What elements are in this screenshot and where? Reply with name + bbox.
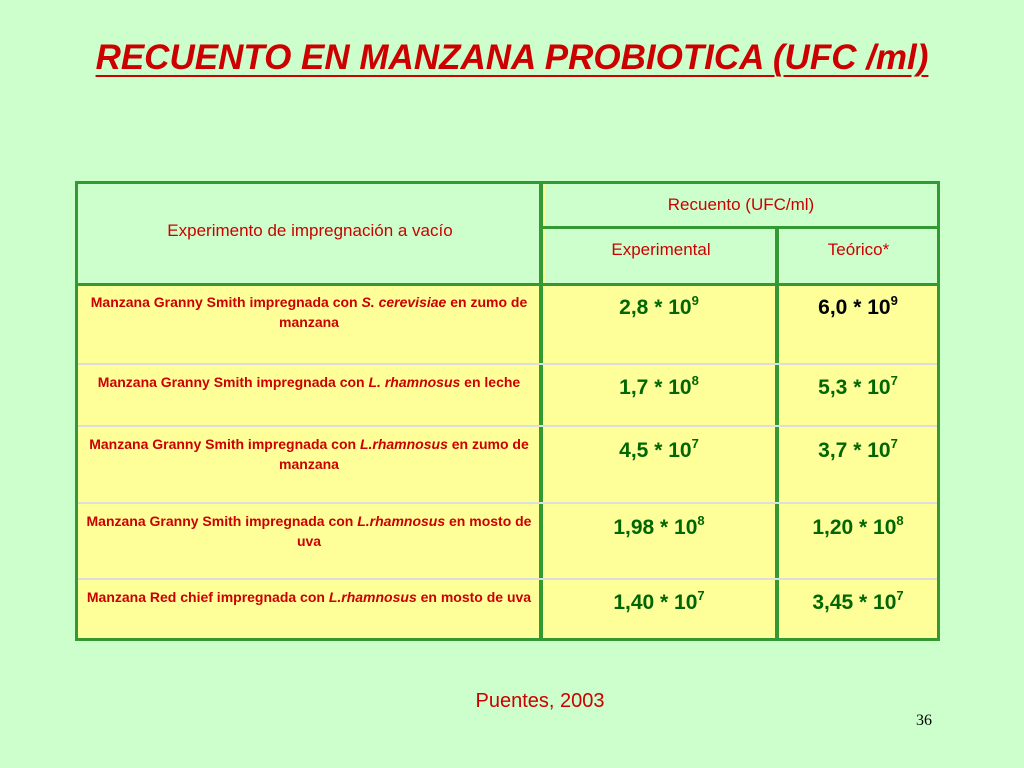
experiment-label: Manzana Red chief impregnada con L.rhamnosus en mosto de uva: [86, 589, 532, 605]
experiment-label: Manzana Granny Smith impregnada con L. rhamnosus en leche: [97, 374, 521, 390]
row-header-label: Experimento de impregnación a vacío: [167, 221, 453, 240]
experimental-value: $1,40 * 10^7$: [613, 588, 705, 614]
experimental-value: $2,8 * 10^9$: [619, 293, 699, 319]
teorico-value: $3,7 * 10^7$: [818, 436, 898, 462]
experimental-value: $1,98 * 10^8$: [613, 513, 705, 539]
row-header-cell: [78, 184, 542, 283]
column-divider: [539, 184, 543, 638]
experiment-label: Manzana Granny Smith impregnada con L.rhamnosus en mosto de uva: [86, 513, 532, 549]
experiment-label: Manzana Granny Smith impregnada con L.rhamnosus en zumo de manzana: [89, 436, 529, 472]
header-divider: [543, 226, 937, 229]
experimental-value: $4,5 * 10^7$: [619, 436, 699, 462]
experimental-value: $1,7 * 10^8$: [619, 373, 699, 399]
col-experimental-label: Experimental: [611, 240, 711, 259]
col-teorico-label: Teórico*: [827, 240, 890, 259]
col-header-experimental: [545, 229, 777, 283]
experiment-label: Manzana Granny Smith impregnada con S. cerevisiae en zumo de manzana: [90, 294, 528, 330]
row-divider: [78, 363, 937, 365]
row-divider: [78, 502, 937, 504]
teorico-value: $6,0 * 10^9$: [818, 293, 898, 319]
teorico-value: $5,3 * 10^7$: [818, 373, 898, 399]
row-divider: [78, 425, 937, 427]
row-divider: [78, 578, 937, 580]
results-table: [75, 181, 940, 641]
group-header-label: Recuento (UFC/ml): [667, 195, 815, 214]
col-header-teorico: [780, 229, 937, 283]
header-divider: [78, 283, 937, 286]
group-header-cell: [545, 184, 937, 226]
teorico-value: $3,45 * 10^7$: [812, 588, 904, 614]
slide-title: RECUENTO EN MANZANA PROBIOTICA (UFC /ml): [95, 38, 929, 77]
teorico-value: $1,20 * 10^8$: [812, 513, 904, 539]
source-citation: Puentes, 2003: [475, 690, 605, 712]
page-number: 36: [916, 712, 932, 729]
column-divider: [775, 229, 779, 638]
